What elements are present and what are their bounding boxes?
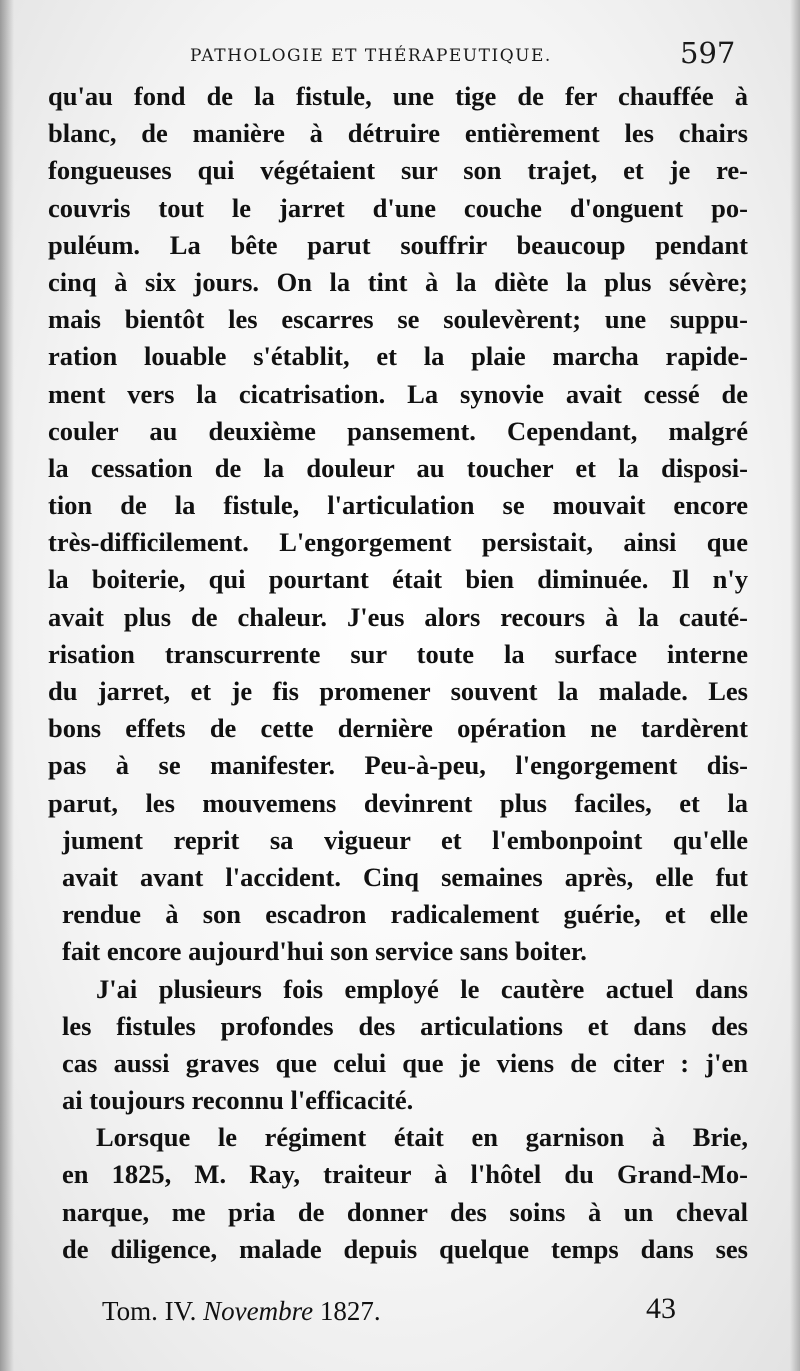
text-line: puléum. La bête parut souffrir beaucoup pendant [48,229,748,260]
issue-month: Novembre [203,1296,314,1326]
text-line: la cessation de la douleur au toucher et la disposi- [48,452,748,483]
text-line: tion de la fistule, l'articulation se mouvait encore [48,490,748,521]
text-line: avait avant l'accident. Cinq semaines après, elle fut [62,861,748,892]
text-line: cas aussi graves que celui que je viens de citer : j'en [62,1047,748,1078]
text-line: bons effets de cette dernière opération ne tardèrent [48,713,748,744]
text-line: ration louable s'établit, et la plaie marcha rapide- [48,341,748,372]
text-line: mais bientôt les escarres se soulevèrent; une suppu- [48,304,748,335]
text-line: couvris tout le jarret d'une couche d'onguent po- [48,192,748,223]
body-text [48,78,748,1268]
issue-year: 1827. [319,1296,381,1326]
text-line: couler au deuxième pansement. Cependant, malgré [48,415,748,446]
text-line: parut, les mouvemens devinrent plus faciles, et la [48,787,748,818]
text-line: blanc, de manière à détruire entièrement les chairs [48,118,748,149]
text-line: pas à se manifester. Peu-à-peu, l'engorgement dis- [48,750,748,781]
page-shadow-left [0,0,14,1371]
text-line: narque, me pria de donner des soins à un cheval [62,1196,748,1227]
text-line: fait encore aujourd'hui son service sans boiter. [62,936,587,967]
text-line: jument reprit sa vigueur et l'embonpoint qu'elle [62,824,748,855]
page-shadow-right [790,0,800,1371]
tome-label: Tom. IV. [102,1296,197,1326]
text-line: les fistules profondes des articulations et dans des [62,1010,748,1041]
text-line: risation transcurrente sur toute la surface interne [48,638,748,669]
page-header [50,36,750,76]
text-line: la boiterie, qui pourtant était bien diminuée. Il n'y [48,564,748,595]
page-footer [50,1290,750,1330]
text-line: qu'au fond de la fistule, une tige de fer chauffée à [48,81,748,111]
text-line: ment vers la cicatrisation. La synovie avait cessé de [48,378,748,409]
text-line: fongueuses qui végétaient sur son trajet, et je re- [48,155,748,186]
running-head: PATHOLOGIE ET THÉRAPEUTIQUE. [190,46,552,66]
text-line: ai toujours reconnu l'efficacité. [62,1085,414,1116]
text-line: de diligence, malade depuis quelque temps dans ses [62,1233,748,1264]
text-line: très-difficilement. L'engorgement persistait, ainsi que [48,527,748,558]
volume-signature [102,1296,381,1327]
paragraph-first-line: Lorsque le régiment était en garnison à Brie, [96,1122,748,1153]
text-line: du jarret, et je fis promener souvent la malade. Les [48,676,748,706]
paragraph-first-line: J'ai plusieurs fois employé le cautère actuel dans [96,973,748,1004]
sheet-number: 43 [646,1292,676,1325]
page-number: 597 [680,36,736,70]
text-line: rendue à son escadron radicalement guérie, et elle [62,899,748,930]
text-line: en 1825, M. Ray, traiteur à l'hôtel du Grand-Mo- [62,1159,748,1190]
text-line: cinq à six jours. On la tint à la diète la plus sévère; [48,266,748,297]
text-line: avait plus de chaleur. J'eus alors recours à la cauté- [48,601,748,632]
